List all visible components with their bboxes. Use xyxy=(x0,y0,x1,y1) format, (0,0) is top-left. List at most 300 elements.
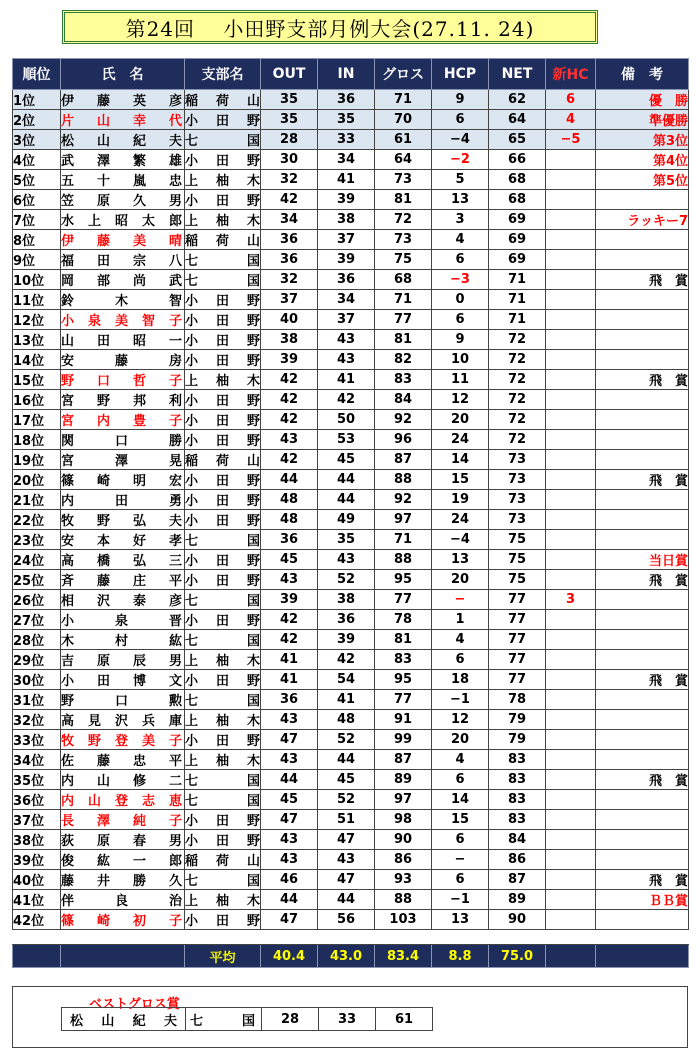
row-gross: 92 xyxy=(375,490,432,510)
row-gross: 88 xyxy=(375,890,432,910)
row-in: 52 xyxy=(318,570,375,590)
table-row xyxy=(13,490,689,510)
row-net: 77 xyxy=(489,630,546,650)
row-out: 41 xyxy=(261,670,318,690)
best-gross-name: 松山紀夫 xyxy=(62,1008,186,1031)
row-in: 37 xyxy=(318,230,375,250)
row-hcp: − xyxy=(432,850,489,870)
row-gross: 82 xyxy=(375,350,432,370)
row-hcp: 3 xyxy=(432,210,489,230)
header-rank: 順位 xyxy=(13,59,61,90)
row-rank: 32位 xyxy=(13,710,61,730)
row-branch: 七国 xyxy=(185,630,261,650)
row-in: 44 xyxy=(318,750,375,770)
row-note: 飛 賞 xyxy=(596,370,689,390)
avg-blank xyxy=(61,945,185,968)
table-row xyxy=(13,190,689,210)
row-hcp: −4 xyxy=(432,530,489,550)
row-net: 65 xyxy=(489,130,546,150)
row-name: 篠崎明宏 xyxy=(61,470,185,490)
row-rank: 3位 xyxy=(13,130,61,150)
row-rank: 12位 xyxy=(13,310,61,330)
row-name: 内田勇 xyxy=(61,490,185,510)
row-out: 48 xyxy=(261,510,318,530)
row-branch: 七国 xyxy=(185,530,261,550)
row-name: 片山幸代 xyxy=(61,110,185,130)
row-gross: 68 xyxy=(375,270,432,290)
row-branch: 七国 xyxy=(185,250,261,270)
row-out: 45 xyxy=(261,550,318,570)
row-branch: 上柚木 xyxy=(185,650,261,670)
row-in: 39 xyxy=(318,630,375,650)
row-name: 斉藤庄平 xyxy=(61,570,185,590)
row-note: 優 勝 xyxy=(596,90,689,110)
row-note xyxy=(596,910,689,930)
row-out: 46 xyxy=(261,870,318,890)
table-row xyxy=(13,690,689,710)
row-rank: 33位 xyxy=(13,730,61,750)
row-branch: 上柚木 xyxy=(185,370,261,390)
row-hcp: 12 xyxy=(432,390,489,410)
row-hcp: 9 xyxy=(432,330,489,350)
row-name: 荻原春男 xyxy=(61,830,185,850)
table-row xyxy=(13,330,689,350)
table-row xyxy=(13,730,689,750)
row-note: 第5位 xyxy=(596,170,689,190)
avg-net: 75.0 xyxy=(489,945,546,968)
row-name: 鈴木智 xyxy=(61,290,185,310)
row-gross: 88 xyxy=(375,550,432,570)
row-out: 42 xyxy=(261,190,318,210)
row-new-hc xyxy=(546,730,596,750)
row-hcp: 15 xyxy=(432,810,489,830)
header-name: 氏 名 xyxy=(61,59,185,90)
row-name: 武澤繁雄 xyxy=(61,150,185,170)
row-gross: 87 xyxy=(375,450,432,470)
row-gross: 72 xyxy=(375,210,432,230)
row-name: 伊藤英彦 xyxy=(61,90,185,110)
row-new-hc xyxy=(546,650,596,670)
row-net: 87 xyxy=(489,870,546,890)
row-out: 42 xyxy=(261,630,318,650)
row-net: 72 xyxy=(489,430,546,450)
row-branch: 上柚木 xyxy=(185,210,261,230)
row-branch: 七国 xyxy=(185,770,261,790)
row-net: 90 xyxy=(489,910,546,930)
row-new-hc xyxy=(546,850,596,870)
row-note: 飛 賞 xyxy=(596,870,689,890)
row-out: 48 xyxy=(261,490,318,510)
avg-blank xyxy=(13,945,61,968)
row-branch: 小田野 xyxy=(185,470,261,490)
row-note xyxy=(596,710,689,730)
row-note xyxy=(596,690,689,710)
row-note: ラッキー7 xyxy=(596,210,689,230)
row-out: 43 xyxy=(261,430,318,450)
row-net: 75 xyxy=(489,530,546,550)
row-rank: 10位 xyxy=(13,270,61,290)
row-net: 77 xyxy=(489,610,546,630)
row-rank: 7位 xyxy=(13,210,61,230)
row-in: 42 xyxy=(318,390,375,410)
row-hcp: 1 xyxy=(432,610,489,630)
row-gross: 71 xyxy=(375,90,432,110)
row-new-hc xyxy=(546,210,596,230)
row-gross: 77 xyxy=(375,310,432,330)
row-net: 72 xyxy=(489,370,546,390)
row-new-hc xyxy=(546,710,596,730)
row-in: 45 xyxy=(318,450,375,470)
row-out: 36 xyxy=(261,250,318,270)
row-out: 30 xyxy=(261,150,318,170)
row-new-hc xyxy=(546,450,596,470)
row-gross: 70 xyxy=(375,110,432,130)
table-row xyxy=(13,550,689,570)
row-hcp: 14 xyxy=(432,450,489,470)
row-out: 43 xyxy=(261,710,318,730)
row-hcp: 6 xyxy=(432,830,489,850)
row-net: 75 xyxy=(489,550,546,570)
row-net: 68 xyxy=(489,190,546,210)
row-branch: 小田野 xyxy=(185,310,261,330)
average-row xyxy=(13,945,689,968)
row-gross: 90 xyxy=(375,830,432,850)
row-hcp: 4 xyxy=(432,230,489,250)
best-gross-score: 61 xyxy=(376,1008,433,1031)
row-net: 68 xyxy=(489,170,546,190)
table-row xyxy=(13,110,689,130)
row-rank: 41位 xyxy=(13,890,61,910)
row-gross: 78 xyxy=(375,610,432,630)
row-net: 71 xyxy=(489,310,546,330)
row-new-hc xyxy=(546,430,596,450)
row-gross: 83 xyxy=(375,370,432,390)
row-hcp: −1 xyxy=(432,890,489,910)
row-rank: 26位 xyxy=(13,590,61,610)
row-new-hc: 4 xyxy=(546,110,596,130)
page-title: 第24回 小田野支部月例大会(27.11. 24) xyxy=(62,10,598,44)
row-note: 第3位 xyxy=(596,130,689,150)
table-row xyxy=(13,510,689,530)
row-hcp: 13 xyxy=(432,190,489,210)
row-branch: 七国 xyxy=(185,690,261,710)
row-rank: 16位 xyxy=(13,390,61,410)
table-row xyxy=(13,270,689,290)
row-name: 野口勲 xyxy=(61,690,185,710)
table-row xyxy=(13,450,689,470)
row-out: 44 xyxy=(261,890,318,910)
row-in: 53 xyxy=(318,430,375,450)
table-row xyxy=(13,770,689,790)
row-note: 飛 賞 xyxy=(596,670,689,690)
best-gross-in: 33 xyxy=(319,1008,376,1031)
table-row xyxy=(13,790,689,810)
row-note xyxy=(596,610,689,630)
row-note xyxy=(596,290,689,310)
row-name: 安藤房 xyxy=(61,350,185,370)
table-row xyxy=(13,430,689,450)
row-hcp: 4 xyxy=(432,750,489,770)
row-out: 32 xyxy=(261,170,318,190)
row-net: 84 xyxy=(489,830,546,850)
table-row xyxy=(13,750,689,770)
row-branch: 稲荷山 xyxy=(185,450,261,470)
row-hcp: 18 xyxy=(432,670,489,690)
row-note xyxy=(596,510,689,530)
row-net: 77 xyxy=(489,590,546,610)
row-note xyxy=(596,250,689,270)
best-gross-section xyxy=(12,986,688,1048)
table-row xyxy=(13,310,689,330)
row-net: 73 xyxy=(489,490,546,510)
row-gross: 93 xyxy=(375,870,432,890)
row-out: 40 xyxy=(261,310,318,330)
row-rank: 5位 xyxy=(13,170,61,190)
row-out: 47 xyxy=(261,730,318,750)
row-net: 73 xyxy=(489,450,546,470)
header-branch: 支部名 xyxy=(185,59,261,90)
row-gross: 64 xyxy=(375,150,432,170)
row-branch: 上柚木 xyxy=(185,170,261,190)
row-hcp: 15 xyxy=(432,470,489,490)
row-branch: 七国 xyxy=(185,590,261,610)
row-note xyxy=(596,390,689,410)
best-gross-branch: 七国 xyxy=(186,1008,262,1031)
row-note xyxy=(596,730,689,750)
row-branch: 稲荷山 xyxy=(185,230,261,250)
row-new-hc xyxy=(546,290,596,310)
table-row xyxy=(13,610,689,630)
row-note xyxy=(596,850,689,870)
row-gross: 81 xyxy=(375,630,432,650)
row-net: 64 xyxy=(489,110,546,130)
row-in: 42 xyxy=(318,650,375,670)
row-note xyxy=(596,830,689,850)
row-out: 44 xyxy=(261,770,318,790)
row-out: 41 xyxy=(261,650,318,670)
row-branch: 稲荷山 xyxy=(185,850,261,870)
row-new-hc xyxy=(546,190,596,210)
row-in: 47 xyxy=(318,870,375,890)
row-net: 73 xyxy=(489,510,546,530)
row-gross: 81 xyxy=(375,330,432,350)
row-gross: 77 xyxy=(375,590,432,610)
row-note xyxy=(596,190,689,210)
row-new-hc xyxy=(546,690,596,710)
row-note: ＢＢ賞 xyxy=(596,890,689,910)
row-rank: 11位 xyxy=(13,290,61,310)
row-out: 28 xyxy=(261,130,318,150)
row-new-hc xyxy=(546,830,596,850)
row-note: 準優勝 xyxy=(596,110,689,130)
table-row xyxy=(13,350,689,370)
row-in: 34 xyxy=(318,150,375,170)
row-gross: 61 xyxy=(375,130,432,150)
row-in: 36 xyxy=(318,610,375,630)
table-row xyxy=(13,130,689,150)
header-notes: 備 考 xyxy=(596,59,689,90)
table-row xyxy=(13,810,689,830)
row-note xyxy=(596,490,689,510)
row-in: 41 xyxy=(318,370,375,390)
row-rank: 22位 xyxy=(13,510,61,530)
row-in: 38 xyxy=(318,590,375,610)
table-row xyxy=(13,830,689,850)
row-branch: 小田野 xyxy=(185,390,261,410)
row-gross: 71 xyxy=(375,290,432,310)
row-name: 牧野登美子 xyxy=(61,730,185,750)
row-in: 43 xyxy=(318,850,375,870)
row-gross: 97 xyxy=(375,510,432,530)
row-rank: 2位 xyxy=(13,110,61,130)
row-note xyxy=(596,630,689,650)
row-hcp: −3 xyxy=(432,270,489,290)
row-name: 伊藤美晴 xyxy=(61,230,185,250)
row-in: 36 xyxy=(318,270,375,290)
row-branch: 七国 xyxy=(185,130,261,150)
row-hcp: 20 xyxy=(432,570,489,590)
row-note xyxy=(596,330,689,350)
row-new-hc xyxy=(546,910,596,930)
table-row xyxy=(13,470,689,490)
row-in: 43 xyxy=(318,330,375,350)
row-name: 内山登志恵 xyxy=(61,790,185,810)
table-row xyxy=(13,410,689,430)
row-note: 飛 賞 xyxy=(596,470,689,490)
row-branch: 小田野 xyxy=(185,330,261,350)
row-hcp: 6 xyxy=(432,310,489,330)
row-out: 36 xyxy=(261,690,318,710)
row-name: 宮澤晃 xyxy=(61,450,185,470)
row-in: 41 xyxy=(318,170,375,190)
row-in: 44 xyxy=(318,490,375,510)
row-name: 五十嵐忠 xyxy=(61,170,185,190)
row-hcp: 10 xyxy=(432,350,489,370)
row-name: 関口勝 xyxy=(61,430,185,450)
row-name: 高見沢兵庫 xyxy=(61,710,185,730)
row-rank: 9位 xyxy=(13,250,61,270)
row-note xyxy=(596,350,689,370)
row-name: 木村紘 xyxy=(61,630,185,650)
row-name: 笠原久男 xyxy=(61,190,185,210)
row-out: 34 xyxy=(261,210,318,230)
best-gross-out: 28 xyxy=(262,1008,319,1031)
row-hcp: 14 xyxy=(432,790,489,810)
row-rank: 14位 xyxy=(13,350,61,370)
row-gross: 81 xyxy=(375,190,432,210)
row-name: 牧野弘夫 xyxy=(61,510,185,530)
row-out: 45 xyxy=(261,790,318,810)
row-new-hc xyxy=(546,250,596,270)
row-new-hc xyxy=(546,530,596,550)
row-rank: 1位 xyxy=(13,90,61,110)
row-gross: 75 xyxy=(375,250,432,270)
row-gross: 92 xyxy=(375,410,432,430)
row-net: 72 xyxy=(489,410,546,430)
best-gross-row xyxy=(62,1008,433,1031)
row-rank: 37位 xyxy=(13,810,61,830)
row-out: 39 xyxy=(261,590,318,610)
row-rank: 40位 xyxy=(13,870,61,890)
row-net: 62 xyxy=(489,90,546,110)
row-net: 66 xyxy=(489,150,546,170)
row-gross: 83 xyxy=(375,650,432,670)
row-out: 43 xyxy=(261,570,318,590)
avg-blank xyxy=(546,945,596,968)
row-in: 39 xyxy=(318,190,375,210)
row-note xyxy=(596,450,689,470)
row-hcp: 12 xyxy=(432,710,489,730)
row-branch: 七国 xyxy=(185,270,261,290)
row-rank: 6位 xyxy=(13,190,61,210)
row-out: 35 xyxy=(261,110,318,130)
header-in: IN xyxy=(318,59,375,90)
row-name: 高橋弘三 xyxy=(61,550,185,570)
row-hcp: 6 xyxy=(432,870,489,890)
row-new-hc xyxy=(546,390,596,410)
row-out: 44 xyxy=(261,470,318,490)
table-row xyxy=(13,670,689,690)
row-in: 45 xyxy=(318,770,375,790)
row-new-hc: 6 xyxy=(546,90,596,110)
row-out: 47 xyxy=(261,810,318,830)
row-new-hc xyxy=(546,770,596,790)
results-table xyxy=(12,58,689,968)
row-in: 37 xyxy=(318,310,375,330)
row-out: 42 xyxy=(261,450,318,470)
row-out: 42 xyxy=(261,610,318,630)
row-name: 伴良治 xyxy=(61,890,185,910)
row-name: 宮内豊子 xyxy=(61,410,185,430)
best-gross-table xyxy=(61,1007,433,1031)
table-row xyxy=(13,90,689,110)
row-gross: 77 xyxy=(375,690,432,710)
row-net: 83 xyxy=(489,750,546,770)
row-out: 43 xyxy=(261,850,318,870)
row-hcp: 5 xyxy=(432,170,489,190)
row-gross: 99 xyxy=(375,730,432,750)
row-gross: 71 xyxy=(375,530,432,550)
row-new-hc xyxy=(546,490,596,510)
row-net: 83 xyxy=(489,770,546,790)
row-hcp: 11 xyxy=(432,370,489,390)
row-hcp: 24 xyxy=(432,430,489,450)
row-name: 野口哲子 xyxy=(61,370,185,390)
row-hcp: 6 xyxy=(432,770,489,790)
row-in: 50 xyxy=(318,410,375,430)
row-branch: 小田野 xyxy=(185,430,261,450)
row-note: 飛 賞 xyxy=(596,770,689,790)
row-note: 飛 賞 xyxy=(596,270,689,290)
row-name: 俊紘一郎 xyxy=(61,850,185,870)
row-branch: 小田野 xyxy=(185,350,261,370)
row-hcp: 20 xyxy=(432,730,489,750)
row-in: 52 xyxy=(318,790,375,810)
avg-blank xyxy=(596,945,689,968)
row-branch: 小田野 xyxy=(185,550,261,570)
row-rank: 28位 xyxy=(13,630,61,650)
row-rank: 38位 xyxy=(13,830,61,850)
row-net: 72 xyxy=(489,330,546,350)
row-net: 79 xyxy=(489,710,546,730)
row-new-hc xyxy=(546,470,596,490)
row-in: 39 xyxy=(318,250,375,270)
row-note: 当日賞 xyxy=(596,550,689,570)
row-branch: 小田野 xyxy=(185,150,261,170)
row-branch: 小田野 xyxy=(185,290,261,310)
row-branch: 小田野 xyxy=(185,610,261,630)
row-gross: 96 xyxy=(375,430,432,450)
